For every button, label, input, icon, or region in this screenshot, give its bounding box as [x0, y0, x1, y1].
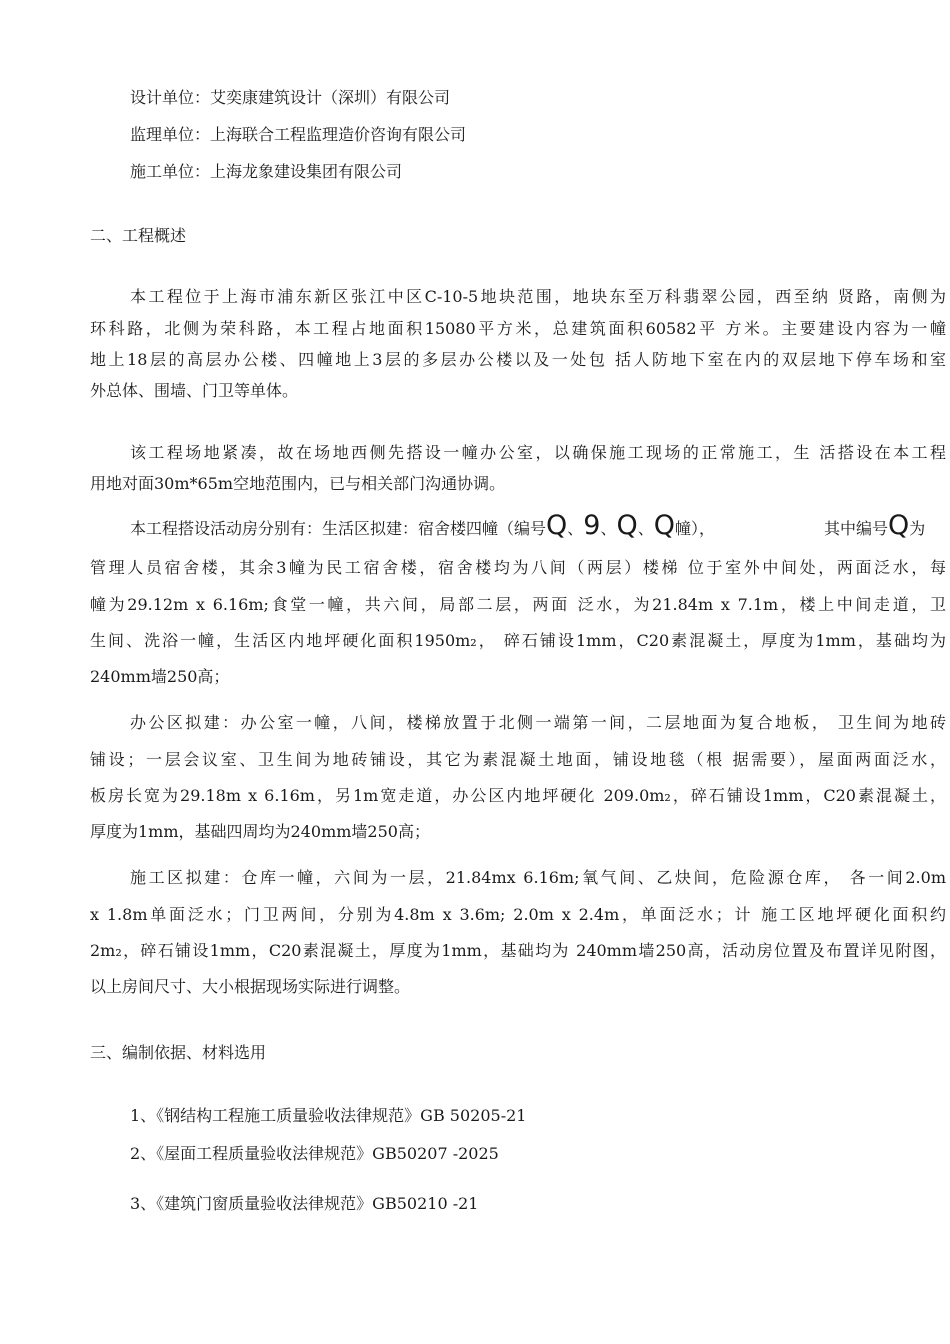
building-code-4: Q — [653, 510, 676, 541]
p2-line-1: 该工程场地紧凑，故在场地西侧先搭设一幢办公室，以确保施工现场的正常施工，生 活搭设在本工程 — [130, 443, 946, 462]
reference-item-1: 1、《钢结构工程施工质量验收法律规范》GB 50205-21 — [130, 1106, 527, 1125]
p4-line-4: 厚度为1mm，基础四周均为240mm墙250高； — [90, 822, 430, 841]
building-code-3: Q — [616, 510, 638, 541]
separator: 、 — [637, 519, 654, 538]
p4-line-1: 办公区拟建：办公室一幢，八间，楼梯放置于北侧一端第一间，二层地面为复合地板， 卫生间为地砖 — [130, 713, 946, 732]
building-code-1: Q — [546, 510, 568, 541]
p4-line-2: 铺设；一层会议室、卫生间为地砖铺设，其它为素混凝土地面，铺设地毯（根 据需要），屋面两面泛水， — [90, 750, 946, 769]
building-code-5: Q — [888, 510, 910, 541]
p2-line-2: 用地对面30m*65m空地范围内，已与相关部门沟通协调。 — [90, 474, 506, 493]
p1-line-2: 环科路，北侧为荣科路，本工程占地面积15080平方米，总建筑面积60582平 方米。主要建设内容为一幢 — [90, 319, 946, 338]
p3-line-4: 生间、洗浴一幢，生活区内地坪硬化面积1950m₂， 碎石铺设1mm，C20素混凝土，厚度为1mm，基础均为 — [90, 631, 946, 650]
p3-line-1-text-a: 本工程搭设活动房分别有：生活区拟建：宿舍楼四幢（编号 — [130, 519, 547, 538]
p3-line-1-tail — [824, 510, 926, 541]
reference-item-3: 3、《建筑门窗质量验收法律规范》GB50210 -21 — [130, 1194, 479, 1213]
reference-item-2: 2、《屋面工程质量验收法律规范》GB50207 -2025 — [130, 1144, 499, 1163]
p1-line-3: 地上18层的高层办公楼、四幢地上3层的多层办公楼以及一处包 括人防地下室在内的双层地下停车场和室 — [90, 350, 946, 369]
design-unit-line: 设计单位：艾奕康建筑设计（深圳）有限公司 — [130, 88, 451, 107]
separator: 、 — [567, 519, 584, 538]
supervision-unit-line: 监理单位：上海联合工程监理造价咨询有限公司 — [130, 125, 467, 144]
building-code-2: 9 — [583, 510, 601, 541]
p1-line-4: 外总体、围墙、门卫等单体。 — [90, 381, 299, 400]
p3-line-1-text-d: 为 — [909, 519, 926, 538]
p3-line-2: 管理人员宿舍楼，其余3幢为民工宿舍楼，宿舍楼均为八间（两层）楼梯 位于室外中间处，两面泛水，每 — [90, 558, 946, 577]
p3-line-1-text-b: 幢）， — [675, 519, 716, 538]
p1-line-1: 本工程位于上海市浦东新区张江中区C-10-5地块范围，地块东至万科翡翠公园，西至纳 贤路，南侧为 — [130, 287, 946, 306]
p5-line-1: 施工区拟建：仓库一幢，六间为一层，21.84mx 6.16m;氧气间、乙炔间，危险源仓库， 各一间2.0m — [130, 868, 946, 887]
separator: 、 — [600, 519, 617, 538]
p5-line-3: 2m₂，碎石铺设1mm，C20素混凝土，厚度为1mm，基础均为 240mm墙250高，活动房位置及布置详见附图， — [90, 941, 946, 960]
construction-unit-line: 施工单位：上海龙象建设集团有限公司 — [130, 162, 403, 181]
p3-line-1-text-c: 其中编号 — [824, 519, 889, 538]
p5-line-2: x 1.8m单面泛水；门卫两间，分别为4.8m x 3.6m; 2.0m x 2.4m，单面泛水；计 施工区地坪硬化面积约 — [90, 905, 946, 924]
p3-line-3: 幢为29.12m x 6.16m;食堂一幢，共六间，局部二层，两面 泛水，为21.84m x 7.1m，楼上中间走道，卫 — [90, 595, 946, 614]
p4-line-3: 板房长宽为29.18m x 6.16m，另1m宽走道，办公区内地坪硬化 209.0m₂，碎石铺设1mm，C20素混凝土， — [90, 786, 946, 805]
p3-line-5: 240mm墙250高； — [90, 667, 230, 686]
p5-line-4: 以上房间尺寸、大小根据现场实际进行调整。 — [90, 977, 411, 996]
p3-line-1 — [130, 510, 716, 541]
section-3-heading: 三、编制依据、材料选用 — [90, 1043, 267, 1062]
section-2-heading: 二、工程概述 — [90, 226, 187, 245]
